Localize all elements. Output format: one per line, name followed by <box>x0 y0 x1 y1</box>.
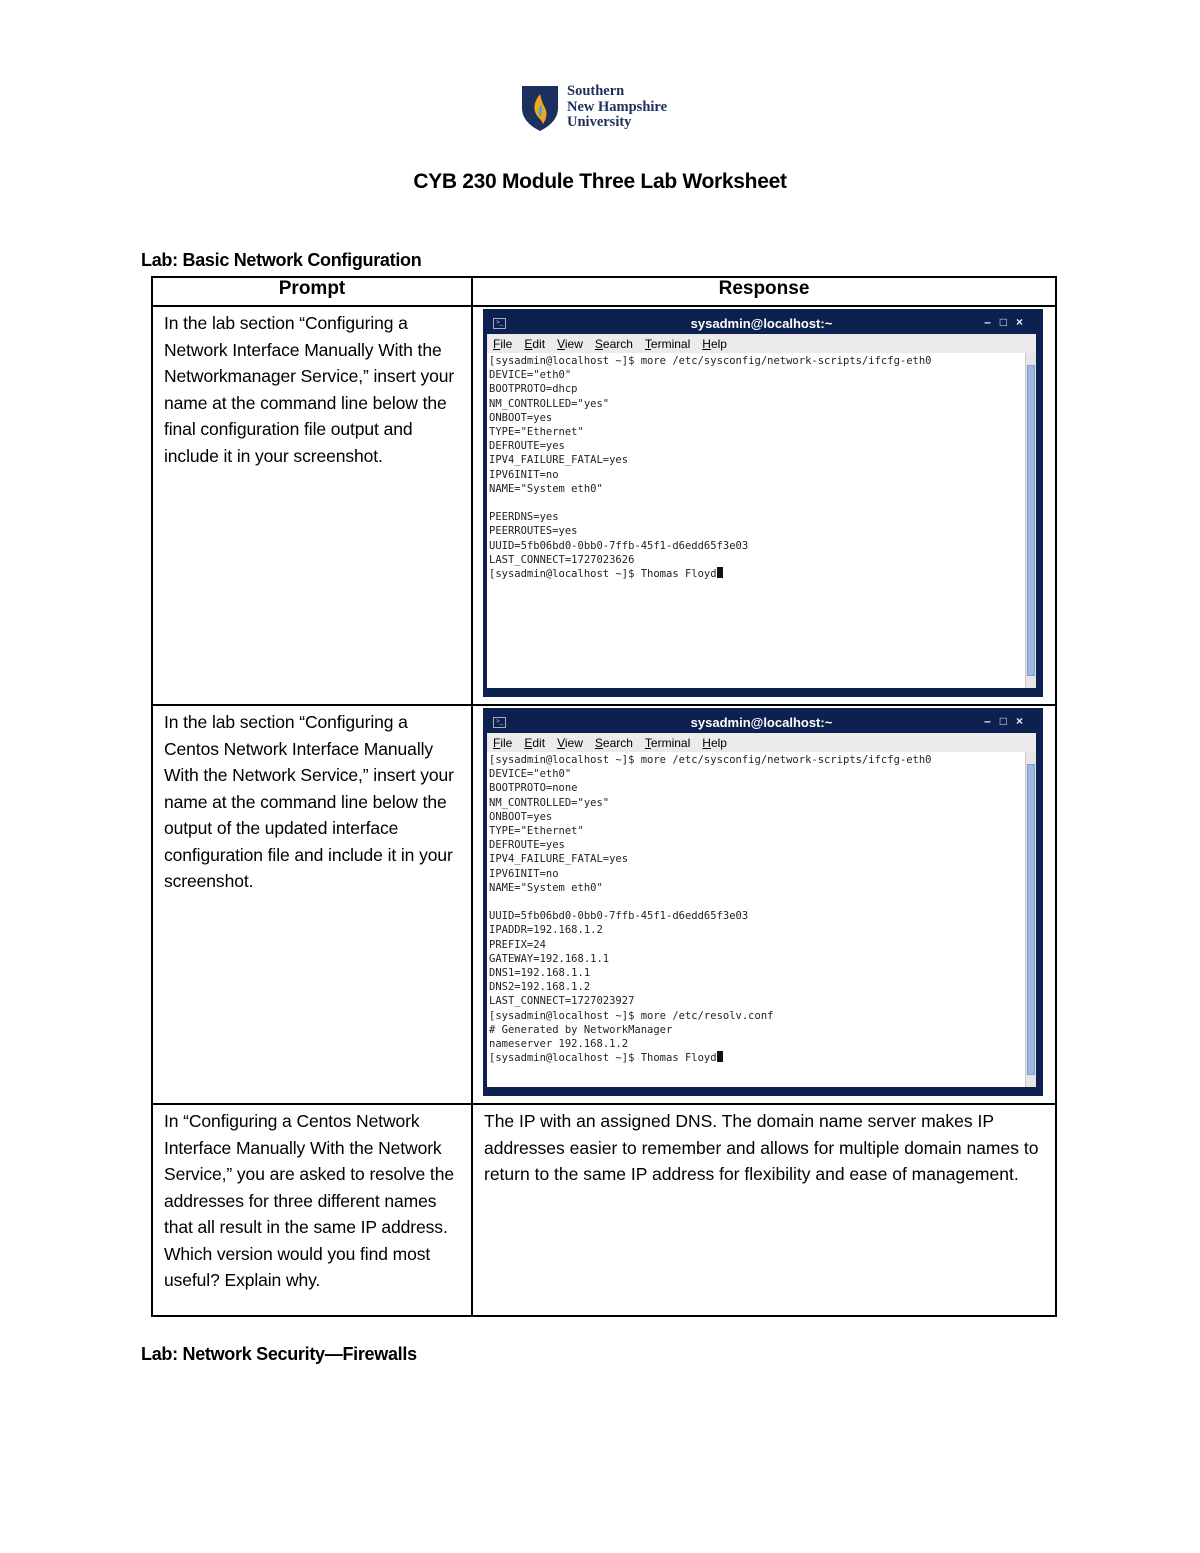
terminal-line: LAST_CONNECT=1727023626 <box>489 553 635 566</box>
terminal-line: TYPE="Ethernet" <box>489 426 584 439</box>
table-row <box>152 705 1056 1104</box>
terminal-line: [sysadmin@localhost ~]$ Thomas Floyd <box>489 1051 1023 1065</box>
terminal-line: DEVICE="eth0" <box>489 369 572 382</box>
terminal-line: PEERDNS=yes <box>489 511 559 524</box>
terminal-line: UUID=5fb06bd0-0bb0-7ffb-45f1-d6edd65f3e03 <box>489 539 749 552</box>
shield-flame-icon <box>520 84 560 132</box>
terminal-output <box>487 353 1025 688</box>
terminal-line: NAME="System eth0" <box>489 881 603 894</box>
terminal-cursor <box>717 567 723 578</box>
prompt-cell <box>152 306 472 705</box>
terminal-body <box>487 353 1036 688</box>
terminal-scrollbar[interactable] <box>1025 752 1036 1087</box>
worksheet-table <box>151 276 1057 1317</box>
menu-terminal[interactable]: Terminal <box>644 336 691 351</box>
prompt-cell <box>152 1104 472 1316</box>
terminal-line: IPADDR=192.168.1.2 <box>489 924 603 937</box>
terminal-line: TYPE="Ethernet" <box>489 825 584 838</box>
terminal-line: # Generated by NetworkManager <box>489 1023 673 1036</box>
header-response: Response <box>472 277 1056 306</box>
page-title: CYB 230 Module Three Lab Worksheet <box>413 170 787 193</box>
terminal-line: DEFROUTE=yes <box>489 440 565 453</box>
menu-search[interactable]: Search <box>594 336 633 351</box>
menu-file[interactable]: File <box>493 336 513 351</box>
terminal-line: ONBOOT=yes <box>489 810 553 823</box>
terminal-line: BOOTPROTO=none <box>489 782 578 795</box>
terminal-line: UUID=5fb06bd0-0bb0-7ffb-45f1-d6edd65f3e03 <box>489 910 749 923</box>
table-row <box>152 1104 1056 1316</box>
terminal-line: NM_CONTROLLED="yes" <box>489 397 610 410</box>
menu-help[interactable]: Help <box>702 735 727 750</box>
menu-view[interactable]: View <box>557 735 583 750</box>
terminal-line: DEVICE="eth0" <box>489 768 572 781</box>
response-cell <box>472 306 1056 705</box>
terminal-app-icon: >_ <box>493 717 506 728</box>
terminal-window-1 <box>483 309 1043 697</box>
terminal-line: ONBOOT=yes <box>489 411 553 424</box>
terminal-body <box>487 752 1036 1087</box>
response-text: The IP with an assigned DNS. The domain name server makes IP addresses easier to remember and allows for multiple domain names to return to the same IP address for flexibility and ease of management. <box>484 1111 1039 1184</box>
menu-edit[interactable]: Edit <box>524 735 546 750</box>
terminal-line: IPV6INIT=no <box>489 468 559 481</box>
menu-edit[interactable]: Edit <box>524 336 546 351</box>
terminal-line: DNS1=192.168.1.1 <box>489 967 591 980</box>
terminal-line: PEERROUTES=yes <box>489 525 578 538</box>
terminal-menubar <box>487 334 1036 353</box>
terminal-line: DEFROUTE=yes <box>489 839 565 852</box>
terminal-line: GATEWAY=192.168.1.1 <box>489 952 610 965</box>
terminal-line <box>489 496 1023 510</box>
university-logo <box>520 84 667 132</box>
terminal-line: NAME="System eth0" <box>489 482 603 495</box>
prompt-text: In the lab section “Configuring a Network Interface Manually With the Networkmanager Service,” insert your name at the command line below the final configuration file output and include it in your screenshot. <box>164 313 455 466</box>
section-heading-firewalls: Lab: Network Security—Firewalls <box>141 1344 417 1364</box>
scrollbar-thumb[interactable] <box>1027 365 1035 676</box>
terminal-line: IPV4_FAILURE_FATAL=yes <box>489 454 629 467</box>
terminal-line: [sysadmin@localhost ~]$ more /etc/resolv.conf <box>489 1009 774 1022</box>
menu-file[interactable]: File <box>493 735 513 750</box>
terminal-title: sysadmin@localhost:~ <box>690 714 833 730</box>
logo-line-3: University <box>567 114 632 130</box>
logo-line-2: New Hampshire <box>567 98 668 115</box>
table-row <box>152 306 1056 705</box>
terminal-menubar <box>487 733 1036 752</box>
logo-line-1: Southern <box>567 83 625 99</box>
terminal-line: PREFIX=24 <box>489 938 546 951</box>
terminal-titlebar <box>487 312 1036 334</box>
scrollbar-thumb[interactable] <box>1027 764 1035 1075</box>
terminal-titlebar <box>487 711 1036 733</box>
terminal-line: NM_CONTROLLED="yes" <box>489 796 610 809</box>
menu-terminal[interactable]: Terminal <box>644 735 691 750</box>
terminal-line: [sysadmin@localhost ~]$ more /etc/sysconfig/network-scripts/ifcfg-eth0 <box>489 754 932 766</box>
prompt-text: In the lab section “Configuring a Centos Network Interface Manually With the Network Service,” insert your name at the command line below the output of the updated interface configuration file and include it in your screenshot. <box>164 712 454 891</box>
section-heading-basic-network: Lab: Basic Network Configuration <box>141 250 422 270</box>
terminal-cursor <box>717 1051 723 1062</box>
terminal-line: BOOTPROTO=dhcp <box>489 383 578 396</box>
window-controls[interactable]: –□× <box>984 315 1032 329</box>
menu-view[interactable]: View <box>557 336 583 351</box>
terminal-output <box>487 752 1025 1087</box>
menu-search[interactable]: Search <box>594 735 633 750</box>
table-header-row <box>152 277 1056 306</box>
response-cell <box>472 1104 1056 1316</box>
terminal-line: DNS2=192.168.1.2 <box>489 981 591 994</box>
terminal-line: nameserver 192.168.1.2 <box>489 1038 629 1051</box>
terminal-app-icon: >_ <box>493 318 506 329</box>
terminal-window-2 <box>483 708 1043 1096</box>
header-prompt: Prompt <box>152 277 472 306</box>
terminal-scrollbar[interactable] <box>1025 353 1036 688</box>
terminal-line: [sysadmin@localhost ~]$ more /etc/sysconfig/network-scripts/ifcfg-eth0 <box>489 355 932 367</box>
terminal-line: LAST_CONNECT=1727023927 <box>489 995 635 1008</box>
logo-wordmark <box>567 84 667 131</box>
prompt-text: In “Configuring a Centos Network Interface Manually With the Network Service,” you are asked to resolve the addresses for three different names that all result in the same IP address. Which version would you find most useful? Explain why. <box>164 1111 454 1290</box>
terminal-line <box>489 895 1023 909</box>
window-controls[interactable]: –□× <box>984 714 1032 728</box>
terminal-line: IPV4_FAILURE_FATAL=yes <box>489 853 629 866</box>
terminal-line: IPV6INIT=no <box>489 867 559 880</box>
terminal-title: sysadmin@localhost:~ <box>690 315 833 331</box>
prompt-cell <box>152 705 472 1104</box>
terminal-line: [sysadmin@localhost ~]$ Thomas Floyd <box>489 567 1023 581</box>
response-cell <box>472 705 1056 1104</box>
menu-help[interactable]: Help <box>702 336 727 351</box>
